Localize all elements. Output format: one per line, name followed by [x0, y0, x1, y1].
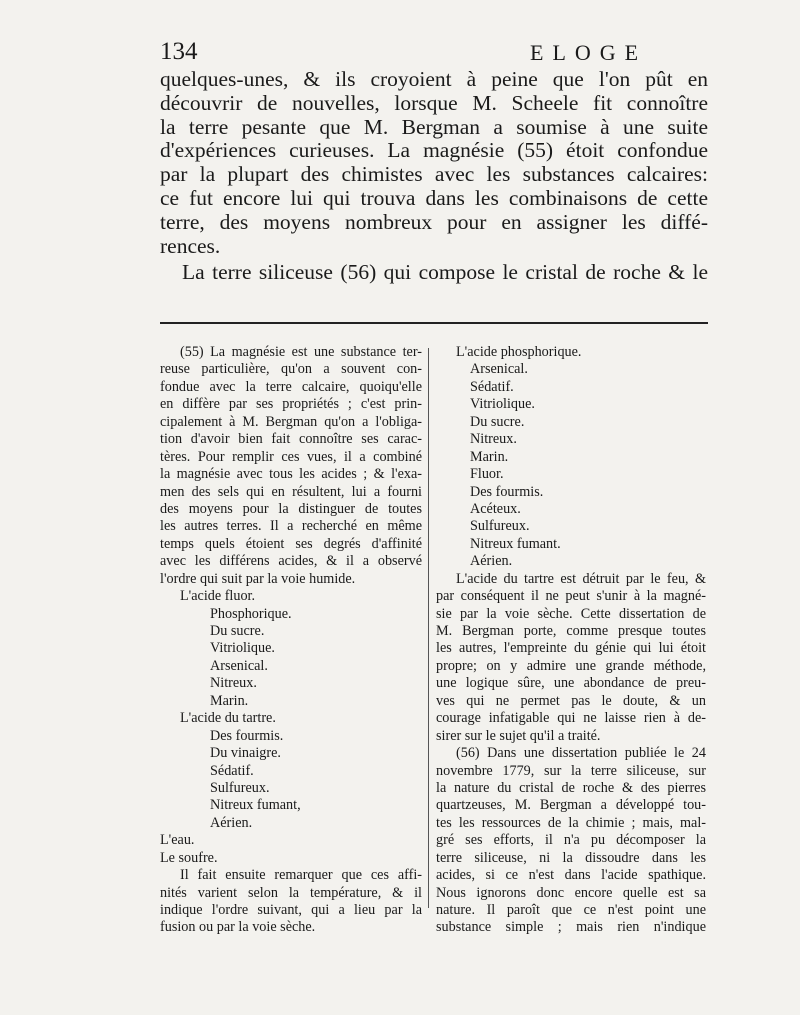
affinity-list-item: Vitriolique. [210, 640, 275, 657]
running-title: ELOGE [530, 40, 648, 65]
main-text-line: découvrir de nouvelles, lorsque M. Scheele fit connoître [160, 90, 708, 115]
main-text-line: rences. [160, 233, 221, 258]
footnote-line: men des sels qui en résultent, lui a fourni [160, 483, 422, 500]
affinity-list-item: Vitriolique. [470, 396, 535, 413]
affinity-list-item: Aérien. [210, 814, 253, 831]
footnote-line: nature. Il paroît que ce n'est point une [436, 902, 706, 918]
footnote-column-left [160, 344, 422, 937]
footnote-line: une logique sûre, une abondance de preu- [436, 675, 706, 692]
footnote-line: cipalement à M. Bergman qu'on a l'obliga- [160, 413, 422, 430]
footnote-line: fusion ou par la voie sèche. [160, 919, 316, 936]
footnote-line: quartzeuses, M. Bergman a développé tou- [436, 797, 706, 814]
footnote-line: tion d'avoir bien fait connoître ses carac- [160, 431, 422, 448]
footnote-line: tes les ressources de la chimie ; mais, mal- [436, 814, 706, 831]
affinity-list-item: Phosphorique. [210, 605, 292, 622]
affinity-list-item: Sulfureux. [470, 518, 530, 535]
footnote-line: sirer sur le sujet qu'il a traité. [436, 727, 601, 744]
footnote-line: temps quels étoient ses degrés d'affinité [160, 535, 422, 552]
main-text-line: La terre siliceuse (56) qui compose le cristal de roche & le [182, 260, 708, 285]
main-text-line: quelques-unes, & ils croyoient à peine que l'on pût en [160, 67, 708, 91]
affinity-list-heading: L'acide du tartre. [180, 710, 276, 727]
footnote-line: courage infatigable qui ne laisse rien à de- [436, 710, 706, 727]
footnote-line: Nous ignorons donc encore quelle est sa [436, 884, 706, 901]
affinity-list-item: Du sucre. [210, 623, 265, 639]
footnote-line: acides, si ce n'est dans l'acide spathique. [436, 867, 706, 884]
footnote-separator-rule [160, 322, 708, 324]
footnote-line: sie par la voie sèche. Cette dissertation de [436, 605, 706, 622]
footnote-line: M. Bergman porte, comme presque toutes [436, 623, 706, 639]
affinity-list-item: Nitreux. [210, 675, 257, 692]
footnote-line: Il fait ensuite remarquer que ces affi- [180, 867, 422, 884]
footnote-line: substance simple ; mais rien n'indique [436, 919, 706, 936]
footnote-line: tères. Pour remplir ces vues, il a combiné [160, 448, 422, 465]
footnote-line: par conséquent il ne peut s'unir à la magné- [436, 588, 706, 605]
main-text-line: par la plupart des chimistes avec les substances calcaires: [160, 162, 708, 187]
footnote-line: les autres, l'empreinte du génie qui lui étoit [436, 640, 706, 657]
footnote-line: la magnésie avec tous les acides ; & l'exa- [160, 466, 422, 483]
affinity-list-heading: L'eau. [160, 832, 195, 849]
footnote-line: propre; on y admire une grande méthode, [436, 657, 706, 674]
main-text-line: la terre pesante que M. Bergman a soumise à une suite [160, 114, 708, 139]
main-text-line: ce fut encore lui qui trouva dans les combinaisons de cette [160, 185, 708, 210]
affinity-list-heading: L'acide fluor. [180, 588, 256, 605]
footnote-line: les autres terres. Il a recherché en même [160, 518, 422, 535]
main-text-line: terre, des moyens nombreux pour en assigner les diffé- [160, 209, 708, 234]
affinity-list-item: Des fourmis. [470, 483, 544, 500]
footnote-column-right [436, 344, 706, 937]
affinity-list-item: Nitreux. [470, 431, 517, 448]
footnote-line: avec les différens acides, & il a observé [160, 553, 422, 570]
affinity-list-item: Sulfureux. [210, 779, 270, 796]
footnote-line: des moyens pour la distinguer de toutes [160, 500, 422, 517]
footnote-line: en diffère par ses propriétés ; c'est prin- [160, 396, 422, 413]
footnote-line: terre siliceuse, ni la dissoudre dans les [436, 849, 706, 866]
column-divider [428, 348, 429, 908]
affinity-list-item: Marin. [210, 692, 249, 709]
page-header [160, 38, 705, 68]
footnote-line: (55) La magnésie est une substance ter- [180, 344, 422, 360]
affinity-list-item: Sédatif. [470, 378, 514, 395]
affinity-list-heading: Le soufre. [160, 849, 218, 866]
affinity-list-item: Nitreux fumant, [210, 797, 301, 814]
affinity-list-heading: L'acide phosphorique. [456, 344, 582, 360]
main-text-block [160, 68, 708, 285]
affinity-list-item: Aérien. [470, 553, 513, 570]
affinity-list-item: Du vinaigre. [210, 745, 281, 762]
footnote-line: L'acide du tartre est détruit par le feu, & [456, 570, 706, 587]
footnote-line: fondue avec la terre calcaire, quoiqu'elle [160, 378, 422, 395]
affinity-list-item: Des fourmis. [210, 727, 284, 744]
footnote-line: gré ses efforts, il n'a pu décomposer la [436, 832, 706, 849]
page-number: 134 [160, 38, 198, 65]
affinity-list-item: Acéteux. [470, 500, 521, 517]
footnote-line: nités varient selon la température, & il [160, 884, 422, 901]
footnote-line: reuse particulière, qu'on a souvent con- [160, 361, 422, 378]
affinity-list-item: Arsenical. [210, 657, 268, 674]
affinity-list-item: Fluor. [470, 466, 504, 483]
affinity-list-item: Sédatif. [210, 762, 254, 779]
main-text-line: d'expériences curieuses. La magnésie (55) étoit confondue [160, 138, 708, 163]
footnote-line: (56) Dans une dissertation publiée le 24 [456, 745, 706, 762]
footnote-line: indique l'ordre suivant, qui a lieu par la [160, 902, 422, 918]
affinity-list-item: Du sucre. [470, 413, 525, 430]
footnote-line: ves qui ne permet pas le doute, & un [436, 692, 706, 709]
affinity-list-item: Marin. [470, 448, 509, 465]
footnote-line: l'ordre qui suit par la voie humide. [160, 570, 356, 587]
footnote-line: novembre 1779, sur la terre siliceuse, sur [436, 762, 706, 779]
affinity-list-item: Arsenical. [470, 361, 528, 378]
affinity-list-item: Nitreux fumant. [470, 535, 561, 552]
footnote-line: la nature du cristal de roche & des pierres [436, 779, 706, 796]
